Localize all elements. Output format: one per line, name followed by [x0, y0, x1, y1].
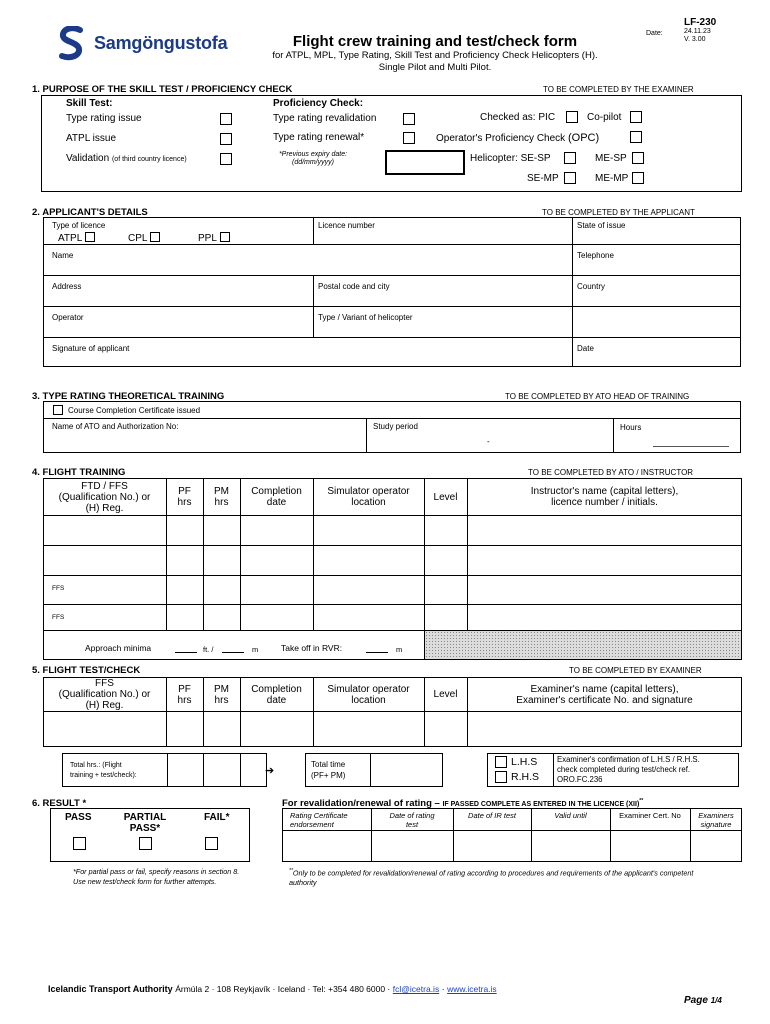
- memp-label: ME-MP: [595, 173, 629, 184]
- date-label-s2[interactable]: Date: [577, 344, 594, 353]
- date-ir-header: Date of IR test: [468, 811, 516, 820]
- result-fn-l2: Use new test/check form for further attempts.: [73, 877, 217, 886]
- total-hrs-label: [70, 761, 137, 781]
- logo-text: Samgöngustofa: [94, 33, 228, 53]
- s4-instr-l1: Instructor's name (capital letters),: [530, 486, 679, 497]
- ppl-label: PPL: [198, 233, 217, 244]
- atpl-label: ATPL: [58, 233, 83, 244]
- s5-sim-header: [313, 684, 424, 706]
- section3-right: TO BE COMPLETED BY ATO HEAD OF TRAINING: [505, 392, 690, 401]
- s4-sim-l1: Simulator operator: [327, 486, 410, 497]
- prev-expiry-note-1: *Previous expiry date:: [278, 151, 348, 158]
- total-time-l2: (PF+ PM): [311, 771, 346, 780]
- form-code: LF-230: [684, 17, 717, 28]
- s5-pm-l2: hrs: [214, 695, 229, 706]
- reval-title-small: IF PASSED COMPLETE AS ENTERED IN THE LICENCE (XII): [442, 801, 640, 809]
- name-label[interactable]: Name: [52, 251, 74, 260]
- s5-pf-l1: PF: [178, 684, 191, 695]
- opc-checkbox[interactable]: [630, 131, 642, 143]
- reval-footnote: [289, 866, 739, 888]
- s4-ffs-row1: FFS: [52, 585, 65, 592]
- checked-as-pic-label: Checked as: PIC: [480, 112, 556, 123]
- s4-instructor-header: [467, 486, 742, 508]
- study-period-dash: -: [487, 437, 490, 446]
- course-cert-checkbox[interactable]: [53, 405, 63, 415]
- sesp-checkbox[interactable]: [564, 152, 576, 164]
- page-num: 1/4: [710, 996, 722, 1005]
- footer-org: Icelandic Transport Authority: [48, 984, 173, 994]
- date-rating-l1: Date of rating: [389, 811, 435, 820]
- s4-instr-l2: licence number / initials.: [551, 497, 658, 508]
- section2-right: TO BE COMPLETED BY THE APPLICANT: [542, 208, 695, 217]
- partial-l2: PASS*: [129, 823, 161, 834]
- page-label: Page: [684, 995, 708, 1006]
- atpl-issue-checkbox[interactable]: [220, 133, 232, 145]
- result-footnote: [73, 867, 239, 887]
- examiner-cert-header: Examiner Cert. No: [619, 811, 681, 820]
- approach-minima-label: Approach minima: [85, 643, 152, 653]
- validation-checkbox[interactable]: [220, 153, 232, 165]
- reval-fn-l1: Only to be completed for revalidation/renewal of rating according to procedures and requirements of the applicant's competent: [292, 868, 694, 878]
- total-time-l1: Total time: [311, 760, 346, 769]
- s4-pm-l2: hrs: [214, 497, 229, 508]
- type-rating-renewal-checkbox[interactable]: [403, 132, 415, 144]
- s5-col1-l3: (H) Reg.: [85, 700, 124, 711]
- opc-label: [436, 132, 599, 144]
- s5-col1-l2: (Qualification No.) or: [58, 689, 151, 700]
- semp-checkbox[interactable]: [564, 172, 576, 184]
- footer-email-link[interactable]: fcl@icetra.is: [392, 984, 440, 994]
- mesp-label: ME-SP: [595, 153, 627, 164]
- ppl-option: [198, 232, 230, 244]
- validation-label: [66, 153, 187, 164]
- semp-label: SE-MP: [527, 173, 559, 184]
- cpl-label: CPL: [128, 233, 148, 244]
- s4-pm-header: [203, 486, 240, 508]
- exam-conf-l1: Examiner's confirmation of L.H.S / R.H.S.: [557, 755, 700, 764]
- type-rating-revalidation-label: Type rating revalidation: [273, 113, 377, 124]
- reval-title-sup: **: [639, 798, 644, 804]
- copilot-checkbox[interactable]: [630, 111, 642, 123]
- mesp-checkbox[interactable]: [632, 152, 644, 164]
- pass-checkbox[interactable]: [73, 837, 86, 850]
- section5-right: TO BE COMPLETED BY EXAMINER: [569, 666, 702, 675]
- examiners-sig-l2: signature: [700, 820, 732, 829]
- section4-title: 4. FLIGHT TRAINING: [32, 467, 126, 478]
- heli-sesp-label: Helicopter: SE-SP: [470, 153, 551, 164]
- type-rating-renewal-label: Type rating renewal*: [273, 132, 365, 143]
- total-hrs-l1: Total hrs.: (Flight: [70, 762, 122, 769]
- cpl-checkbox[interactable]: [150, 232, 160, 242]
- examiner-confirmation: [557, 755, 700, 785]
- s4-completion-l1: Completion: [251, 486, 302, 497]
- country-label[interactable]: Country: [577, 282, 606, 291]
- section1-title: 1. PURPOSE OF THE SKILL TEST / PROFICIENCY CHECK: [32, 84, 293, 95]
- section6-title: 6. RESULT *: [32, 798, 87, 809]
- s4-pf-l1: PF: [178, 486, 191, 497]
- pic-checkbox[interactable]: [566, 111, 578, 123]
- atpl-checkbox[interactable]: [85, 232, 95, 242]
- date-rating-l2: test: [405, 820, 419, 829]
- rating-cert-l1: Rating Certificate: [290, 811, 348, 820]
- examiners-sig-l1: Examiners: [698, 811, 734, 820]
- footer: [48, 984, 497, 994]
- date-rating-header: [371, 811, 453, 829]
- type-rating-issue-label: Type rating issue: [66, 113, 142, 124]
- operator-label[interactable]: Operator: [52, 313, 84, 322]
- total-time-label: [311, 759, 345, 781]
- cpl-option: [128, 232, 160, 244]
- s5-completion-l1: Completion: [251, 684, 302, 695]
- memp-checkbox[interactable]: [632, 172, 644, 184]
- prev-expiry-date-input[interactable]: [385, 150, 465, 175]
- rating-cert-header: [290, 811, 348, 829]
- s4-pm-l1: PM: [214, 486, 229, 497]
- type-rating-issue-checkbox[interactable]: [220, 113, 232, 125]
- signature-label[interactable]: Signature of applicant: [52, 344, 130, 353]
- s5-completion-l2: date: [266, 695, 287, 706]
- reval-fn-sup: **: [289, 868, 293, 874]
- m-label-1: m: [252, 645, 259, 654]
- version: V. 3.00: [684, 36, 706, 43]
- page-number: [684, 995, 722, 1006]
- subtitle-line2: Single Pilot and Multi Pilot.: [378, 62, 492, 73]
- s5-pm-header: [203, 684, 240, 706]
- s4-sim-header: [313, 486, 424, 508]
- skill-test-label: Skill Test:: [66, 98, 113, 109]
- lhs-label: L.H.S: [511, 756, 538, 768]
- opc-abbr: (OPC): [567, 132, 600, 144]
- prev-expiry-note-2: (dd/mm/yyyy): [292, 159, 334, 166]
- opc-text: Operator's Proficiency Check: [436, 133, 566, 144]
- ft-label: ft. /: [203, 645, 214, 654]
- rhs-checkbox[interactable]: [495, 771, 507, 783]
- result-fn-l1: *For partial pass or fail, specify reasons in section 8.: [73, 867, 240, 876]
- s4-col1-l2: (Qualification No.) or: [58, 492, 151, 503]
- valid-until-header: Valid until: [554, 811, 587, 820]
- course-cert-label: Course Completion Certificate issued: [68, 406, 201, 415]
- state-of-issue-label[interactable]: State of issue: [577, 221, 626, 230]
- section5-title: 5. FLIGHT TEST/CHECK: [32, 665, 141, 676]
- logo: [58, 26, 238, 66]
- s5-pf-header: [166, 684, 203, 706]
- total-hrs-l2: training + test/check):: [70, 772, 137, 779]
- examiners-sig-header: [690, 811, 742, 829]
- s4-completion-header: [240, 486, 313, 508]
- partial-pass-checkbox[interactable]: [139, 837, 152, 850]
- type-rating-revalidation-checkbox[interactable]: [403, 113, 415, 125]
- s4-completion-l2: date: [266, 497, 287, 508]
- postal-label[interactable]: Postal code and city: [318, 282, 390, 291]
- s4-level-header: Level: [433, 492, 458, 503]
- exam-conf-l2: check completed during test/check ref.: [557, 765, 691, 774]
- date-label: Date:: [646, 30, 663, 37]
- partial-l1: PARTIAL: [123, 812, 167, 823]
- footer-web-link[interactable]: www.icetra.is: [447, 984, 497, 994]
- s4-ffs-row2: FFS: [52, 614, 65, 621]
- fail-label: FAIL*: [204, 812, 230, 823]
- s5-level-header: Level: [433, 689, 458, 700]
- licence-number-label[interactable]: Licence number: [318, 221, 375, 230]
- validation-note: (of third country licence): [111, 156, 187, 163]
- partial-pass-label: [115, 812, 175, 834]
- ppl-checkbox[interactable]: [220, 232, 230, 242]
- s4-col1-header: [43, 481, 166, 514]
- section3-title: 3. TYPE RATING THEORETICAL TRAINING: [32, 391, 225, 402]
- pass-label: PASS: [65, 812, 92, 823]
- fail-checkbox[interactable]: [205, 837, 218, 850]
- s4-sim-l2: location: [351, 497, 386, 508]
- telephone-label[interactable]: Telephone: [577, 251, 614, 260]
- m-label-2: m: [396, 645, 403, 654]
- type-of-licence-label: Type of licence: [52, 221, 106, 230]
- validation-text: Validation: [66, 153, 110, 164]
- rhs-label: R.H.S: [511, 771, 540, 783]
- section4-right: TO BE COMPLETED BY ATO / INSTRUCTOR: [528, 468, 694, 477]
- reval-fn-l2: authority: [289, 878, 317, 888]
- rating-cert-l2: endorsement: [290, 820, 334, 829]
- address-label[interactable]: Address: [52, 282, 82, 291]
- proficiency-check-label: Proficiency Check:: [273, 98, 364, 109]
- s5-pm-l1: PM: [214, 684, 229, 695]
- s5-col1-l1: FFS: [95, 678, 114, 689]
- ato-name-label[interactable]: Name of ATO and Authorization No:: [52, 422, 179, 431]
- subtitle-line1: for ATPL, MPL, Type Rating, Skill Test and Proficiency Check Helicopters (H).: [272, 50, 598, 61]
- arrow-right-icon: ➔: [265, 765, 275, 777]
- s5-examiner-header: [467, 684, 742, 706]
- s5-col1-header: [43, 678, 166, 711]
- date-value: 24.11.23: [684, 28, 711, 35]
- s5-exam-l2: Examiner's certificate No. and signature: [516, 695, 693, 706]
- s4-pf-header: [166, 486, 203, 508]
- atpl-option: [58, 232, 95, 244]
- s4-col1-l1: FTD / FFS: [81, 481, 128, 492]
- reval-title-text: For revalidation/renewal of rating –: [282, 798, 440, 810]
- copilot-label: Co-pilot: [587, 112, 622, 123]
- s5-sim-l2: location: [351, 695, 386, 706]
- takeoff-rvr-label: Take off in RVR:: [281, 643, 343, 653]
- s5-sim-l1: Simulator operator: [327, 684, 410, 695]
- footer-sep: ·: [441, 984, 445, 994]
- hours-label[interactable]: Hours: [620, 423, 642, 432]
- page-title: Flight crew training and test/check form: [292, 33, 578, 50]
- exam-conf-l3: ORO.FC.236: [557, 775, 603, 784]
- s5-pf-l2: hrs: [177, 695, 192, 706]
- s4-col1-l3: (H) Reg.: [85, 503, 124, 514]
- section1-right: TO BE COMPLETED BY THE EXAMINER: [543, 85, 694, 94]
- footer-address: Ármúla 2 · 108 Reykjavík · Iceland · Tel: +354 480 6000 ·: [175, 984, 391, 994]
- atpl-issue-label: ATPL issue: [66, 133, 117, 144]
- s5-exam-l1: Examiner's name (capital letters),: [530, 684, 679, 695]
- samgongustofa-logo-icon: [58, 26, 84, 62]
- type-variant-label[interactable]: Type / Variant of helicopter: [318, 313, 413, 322]
- hatched-area: [425, 631, 741, 659]
- lhs-checkbox[interactable]: [495, 756, 507, 768]
- s5-completion-header: [240, 684, 313, 706]
- section2-title: 2. APPLICANT'S DETAILS: [32, 207, 148, 218]
- study-period-label[interactable]: Study period: [373, 422, 418, 431]
- s4-pf-l2: hrs: [177, 497, 192, 508]
